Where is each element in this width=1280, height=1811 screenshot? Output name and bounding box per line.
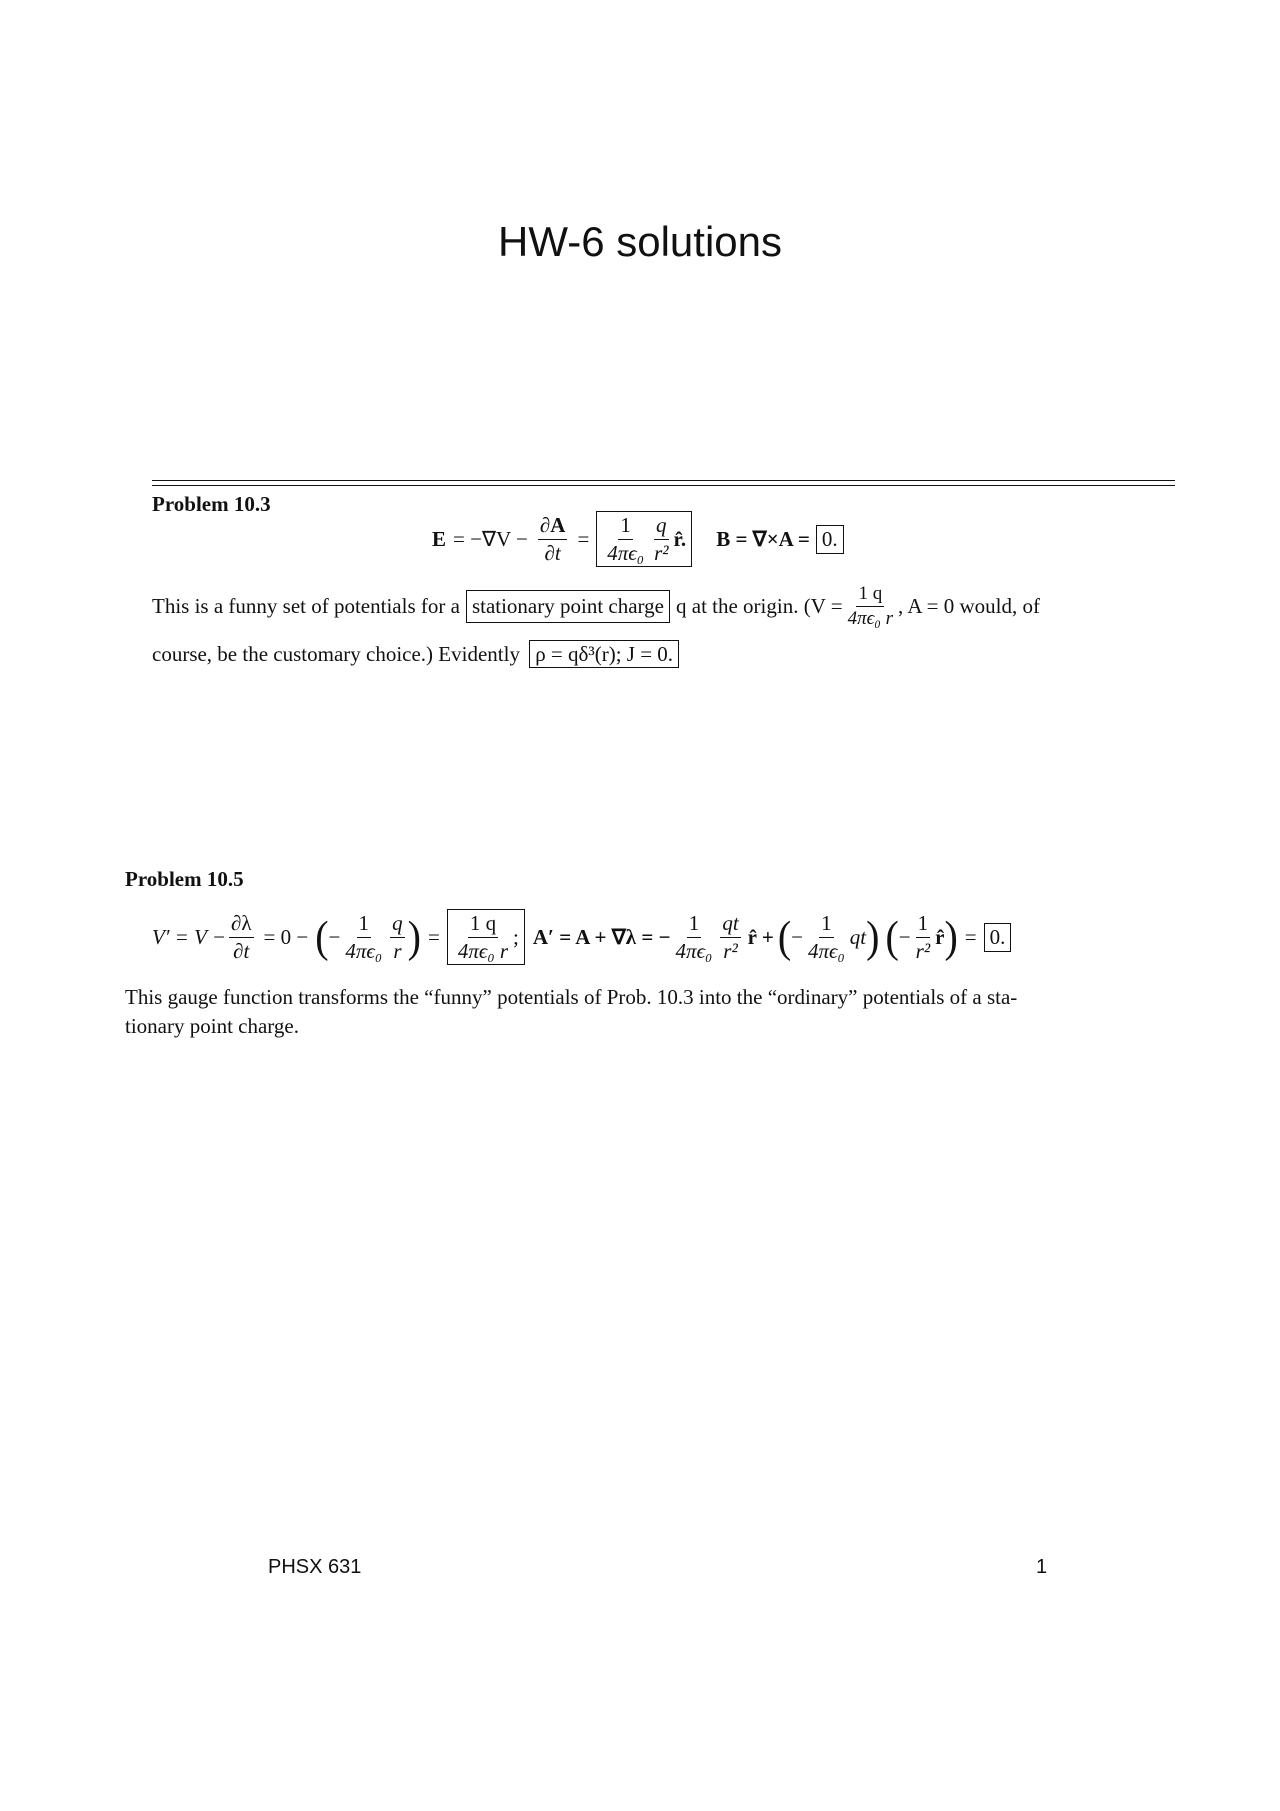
minus-sign-3: − [898, 924, 911, 949]
equals-minus-grad-v: = −∇V − [453, 526, 528, 551]
potential-frac: $\frac{1 q}{\text{4πϵ₀ r}}$ [847, 583, 894, 629]
b-field-answer-box: 0. [816, 525, 844, 554]
semicolon: ; [513, 924, 519, 949]
partial-lambda-over-t: $\frac{\partial\lambda}{\partial t}$ [230, 911, 252, 963]
e-field-symbol: E [432, 526, 447, 551]
r-hat-2: r̂ [935, 924, 945, 949]
b-field-expression: B = ∇×A = [716, 526, 810, 551]
equals-zero-minus: = 0 − [263, 924, 309, 949]
a-prime-expression: A′ = A + ∇λ = − [532, 924, 671, 949]
qt-over-r2: $\frac{qt}{\text{r²}}$ [722, 911, 739, 963]
minus-sign-2: − [791, 924, 804, 949]
r-hat: r̂. [673, 526, 687, 551]
page-title: HW-6 solutions [498, 218, 782, 265]
qt-symbol: qt [849, 924, 867, 949]
left-paren-3: ( [885, 911, 899, 962]
equals-sign-2: = [964, 924, 977, 949]
boxed-frac: $\frac{1 q}{\text{4πϵ₀ r}}$ [457, 911, 509, 963]
problem-10-3-paragraph-line2 [152, 640, 679, 669]
minus-sign: − [328, 924, 341, 949]
equals-sign: = [428, 924, 440, 949]
para-text: course, be the customary choice.) Evidently [152, 642, 520, 666]
right-paren: ) [407, 911, 421, 962]
right-paren-2: ) [866, 911, 880, 962]
coulomb-frac-3: $\frac{1}{\text{4πϵ₀}}$ [808, 911, 845, 963]
double-rule-bottom [152, 485, 1175, 486]
coulomb-frac-2: $\frac{1}{\text{4πϵ₀}}$ [675, 911, 713, 963]
a-prime-answer-box: 0. [984, 923, 1012, 952]
e-field-answer-box [596, 511, 692, 566]
left-paren-2: ( [777, 911, 792, 962]
problem-10-3-paragraph-line1 [152, 584, 1182, 629]
left-paren: ( [315, 911, 329, 962]
problem-10-5-paragraph-line1: This gauge function transforms the “funny” potentials of Prob. 10.3 into the “ordinary” potentials of a sta- [125, 985, 1018, 1009]
problem-10-3-equation [432, 508, 844, 570]
stationary-charge-box: stationary point charge [466, 590, 670, 623]
para-text: q at the origin. (V = [676, 593, 843, 618]
coulomb-frac: $\frac{1}{\text{4πϵ₀}}$ [345, 911, 383, 963]
footer-page-number: 1 [1036, 1556, 1048, 1578]
one-over-r2: $\frac{1}{\text{r²}}$ [915, 911, 931, 963]
double-rule-top [152, 480, 1175, 481]
problem-10-5-heading: Problem 10.5 [125, 867, 244, 891]
problem-10-3-heading: Problem 10.3 [152, 492, 271, 516]
partial-a-over-partial-t: $\frac{\partial A}{\partial t}$ [539, 513, 566, 565]
coulomb-frac: $\frac{1}{\text{4πϵ₀}}$ [607, 513, 645, 565]
problem-10-5-paragraph-line2: tionary point charge. [125, 1014, 299, 1038]
rho-j-answer-box: ρ = qδ³(r); J = 0. [529, 640, 679, 668]
q-over-r: $\frac{q}{r}$ [392, 911, 403, 963]
para-text: , A = 0 would, of [898, 593, 1040, 618]
problem-10-5-equation [152, 904, 1011, 970]
equals-sign: = [577, 526, 590, 551]
footer-course: PHSX 631 [268, 1556, 362, 1578]
r-hat-plus: r̂ + [747, 924, 774, 949]
v-prime: V′ = V − [152, 924, 226, 949]
right-paren-3: ) [944, 911, 958, 962]
para-text: This is a funny set of potentials for a [152, 593, 460, 618]
v-prime-answer-box [447, 909, 525, 964]
q-over-r2: $\frac{q}{\text{r²}}$ [654, 513, 669, 565]
